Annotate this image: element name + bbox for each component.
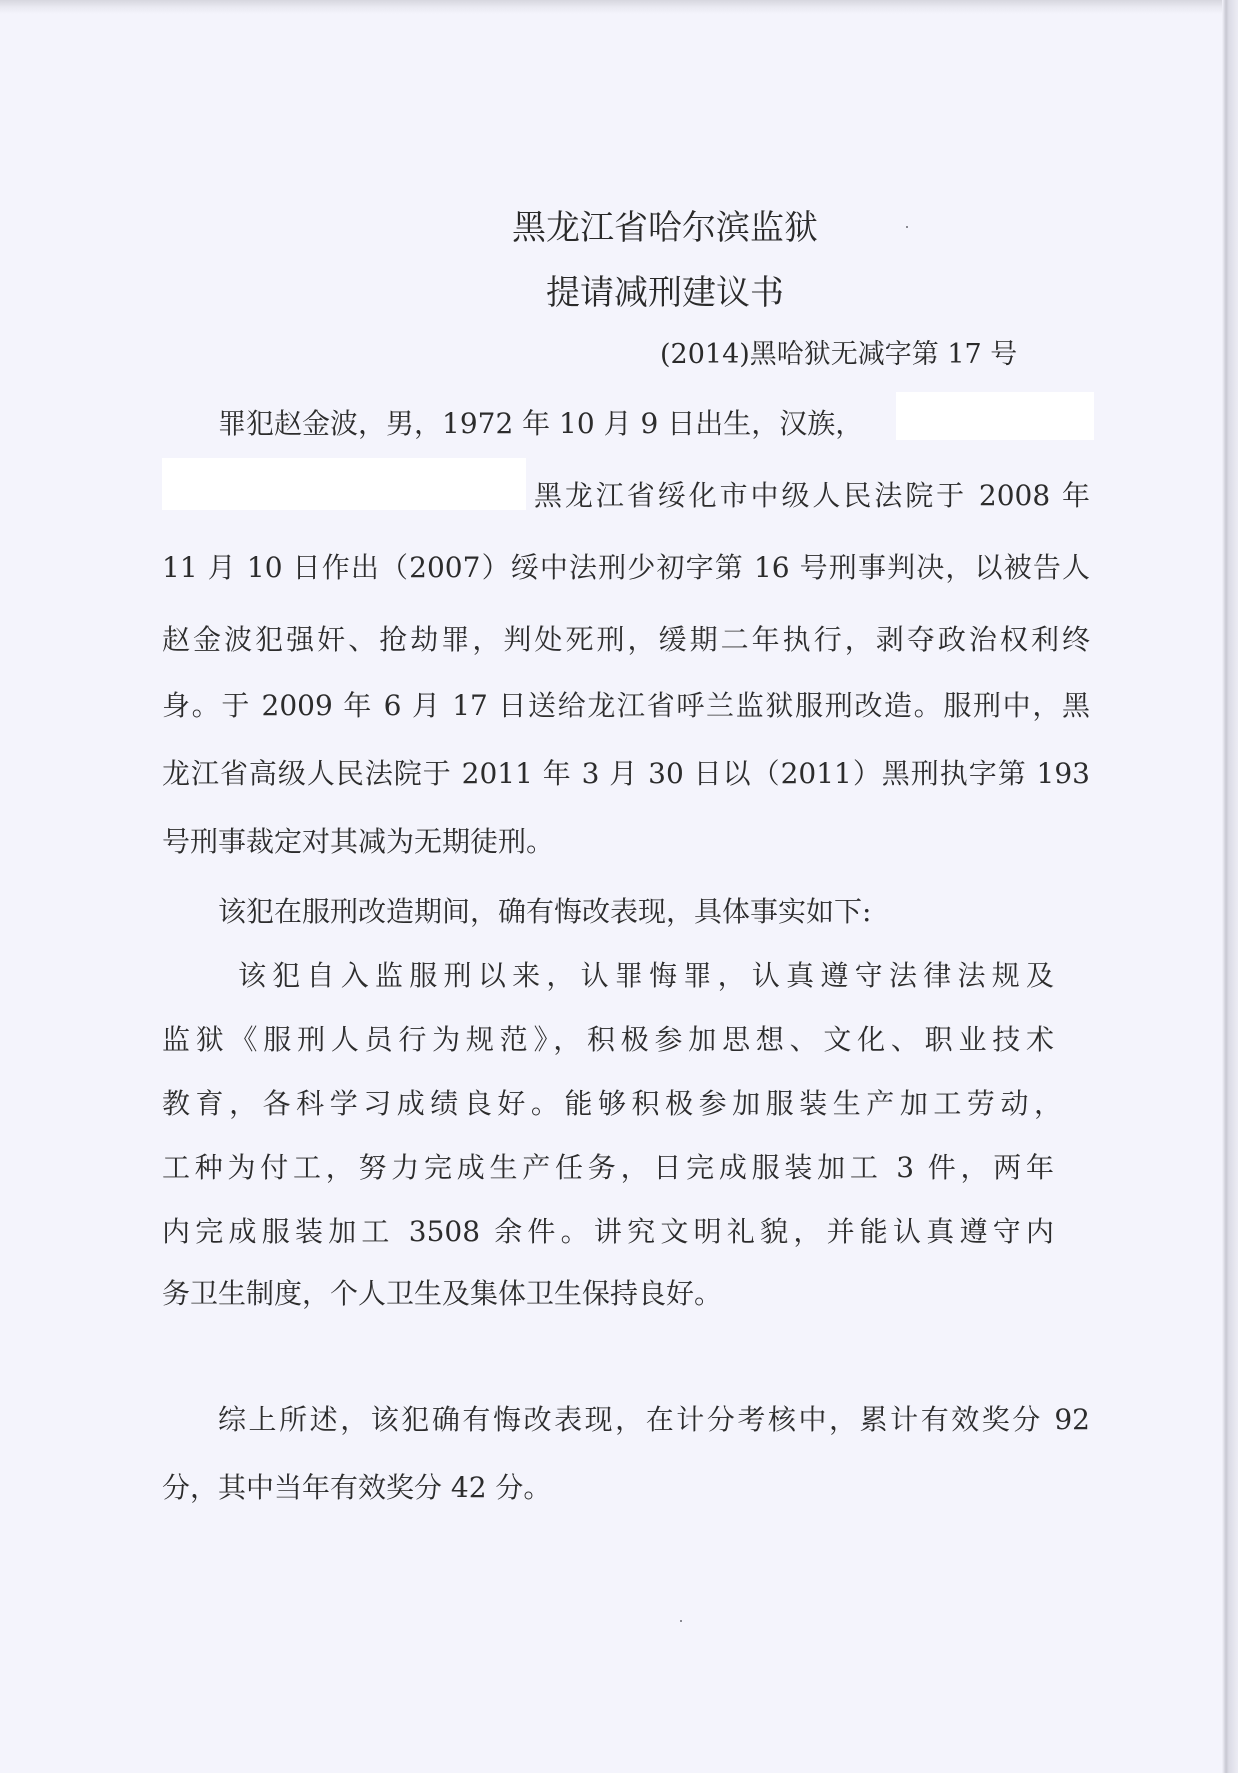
paragraph1-line5: 身。于 2009 年 6 月 17 日送给龙江省呼兰监狱服刑改造。服刑中，黑 bbox=[162, 689, 1090, 722]
paragraph4-line2: 分，其中当年有效奖分 42 分。 bbox=[162, 1471, 552, 1504]
paragraph1-line4: 赵金波犯强奸、抢劫罪，判处死刑，缓期二年执行，剥夺政治权利终 bbox=[162, 623, 1090, 656]
document-title: 提请减刑建议书 bbox=[546, 273, 784, 313]
redaction-box bbox=[896, 392, 1094, 440]
scan-speck bbox=[906, 226, 908, 228]
paragraph1-line7: 号刑事裁定对其减为无期徒刑。 bbox=[162, 825, 555, 858]
paragraph1-line3: 11 月 10 日作出（2007）绥中法刑少初字第 16 号刑事判决，以被告人 bbox=[162, 551, 1090, 584]
paragraph3-line4: 工种为付工，努力完成生产任务，日完成服装加工 3 件，两年 bbox=[162, 1151, 1054, 1184]
redaction-box bbox=[162, 458, 526, 510]
paragraph3-line5: 内完成服装加工 3508 余件。讲究文明礼貌，并能认真遵守内 bbox=[162, 1215, 1054, 1248]
document-number: (2014)黑哈狱无减字第 17 号 bbox=[660, 339, 1018, 370]
paragraph2: 该犯在服刑改造期间，确有悔改表现，具体事实如下: bbox=[218, 895, 872, 928]
scan-top-shadow bbox=[0, 0, 1222, 14]
paragraph4-line1: 综上所述，该犯确有悔改表现，在计分考核中，累计有效奖分 92 bbox=[218, 1403, 1090, 1436]
paragraph1-line6: 龙江省高级人民法院于 2011 年 3 月 30 日以（2011）黑刑执字第 193 bbox=[162, 757, 1090, 790]
paragraph1-line2: 黑龙江省绥化市中级人民法院于 2008 年 bbox=[534, 479, 1090, 512]
paragraph3-line1: 该犯自入监服刑以来，认罪悔罪，认真遵守法律法规及 bbox=[238, 959, 1054, 992]
scan-speck bbox=[680, 1620, 682, 1622]
paragraph3-line3: 教育，各科学习成绩良好。能够积极参加服装生产加工劳动， bbox=[162, 1087, 1062, 1120]
paragraph1-line1: 罪犯赵金波，男，1972 年 10 月 9 日出生，汉族， bbox=[218, 407, 864, 440]
paragraph3-line2: 监狱《服刑人员行为规范》，积极参加思想、文化、职业技术 bbox=[162, 1023, 1054, 1056]
document-title-organization: 黑龙江省哈尔滨监狱 bbox=[512, 208, 818, 248]
paragraph3-line6: 务卫生制度，个人卫生及集体卫生保持良好。 bbox=[162, 1277, 723, 1310]
